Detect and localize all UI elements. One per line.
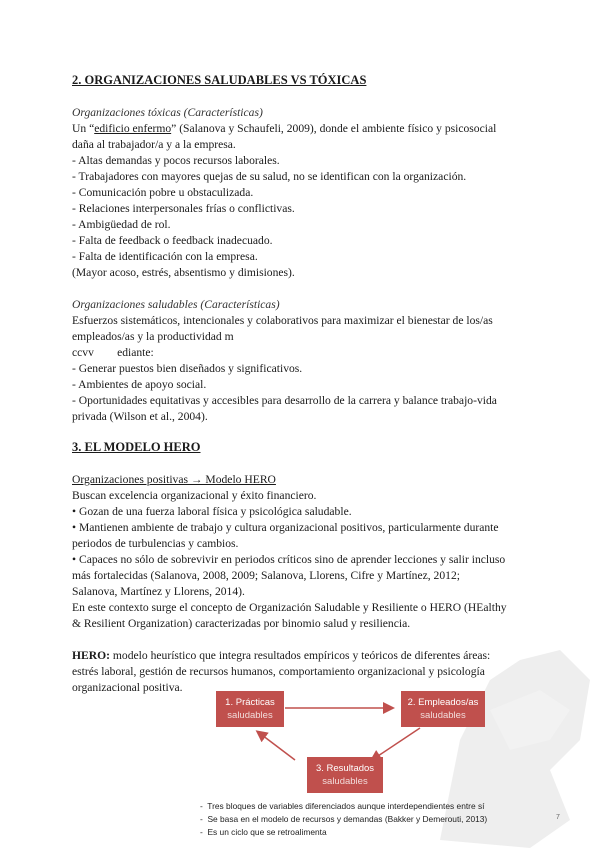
section-3-heading: 3. EL MODELO HERO — [72, 440, 201, 454]
hero-line: Salanova, Martínez y Llorens, 2014). — [72, 585, 245, 598]
hero-line: Buscan excelencia organizacional y éxito financiero. — [72, 489, 317, 502]
healthy-line: - Ambientes de apoyo social. — [72, 378, 207, 391]
toxic-item: - Falta de identificación con la empresa. — [72, 250, 258, 263]
toxic-item: - Trabajadores con mayores quejas de su salud, no se identifican con la organización. — [72, 170, 467, 183]
toxic-item: - Altas demandas y pocos recursos laborales. — [72, 154, 280, 167]
healthy-line: ccvv ediante: — [72, 346, 154, 359]
sick-building-term: edificio enfermo — [94, 122, 172, 135]
diagram-note: - Se basa en el modelo de recursos y demandas (Bakker y Demerouti, 2013) — [200, 814, 488, 824]
hero-line: • Gozan de una fuerza laboral física y psicológica saludable. — [72, 505, 352, 518]
healthy-line: - Oportunidades equitativas y accesibles para desarrollo de la carrera y balance trabajo-vida — [72, 394, 497, 407]
hero-line: • Capaces no sólo de sobrevivir en periodos críticos sino de aprender lecciones y salir incluso — [72, 553, 506, 566]
positive-orgs-title: Organizaciones positivas → Modelo HERO — [72, 473, 276, 486]
diagram-note: - Tres bloques de variables diferenciados aunque interdependientes entre sí — [200, 801, 485, 811]
healthy-line: - Generar puestos bien diseñados y significativos. — [72, 362, 303, 375]
toxic-item: - Relaciones interpersonales frías o conflictivas. — [72, 202, 295, 215]
healthy-title: Organizaciones saludables (Características) — [72, 298, 280, 311]
arrow-employees-to-results — [372, 728, 420, 760]
hero-definition-line3: organizacional positiva. — [72, 681, 183, 694]
healthy-line: Esfuerzos sistemáticos, intencionales y colaborativos para maximizar el bienestar de los/as — [72, 314, 493, 327]
hero-line: • Mantienen ambiente de trabajo y cultura organizacional positivos, particularmente durante — [72, 521, 499, 534]
hero-line: periodos de turbulencias y cambios. — [72, 537, 239, 550]
toxic-intro-line2: daña al trabajador/a y a la empresa. — [72, 138, 236, 151]
hero-line: En este contexto surge el concepto de Organización Saludable y Resiliente o HERO (HEalthy — [72, 601, 507, 614]
toxic-title: Organizaciones tóxicas (Características) — [72, 106, 263, 119]
hero-definition: HERO: modelo heurístico que integra resultados empíricos y teóricos de diferentes áreas: — [72, 649, 491, 662]
box-healthy-employees: 2. Empleados/as saludables — [401, 691, 485, 727]
healthy-line: empleados/as y la productividad m — [72, 330, 234, 343]
box-healthy-results: 3. Resultados saludables — [307, 757, 383, 793]
page-number: 7 — [556, 814, 560, 821]
arrow-results-to-practices — [258, 732, 295, 760]
toxic-item: - Ambigüedad de rol. — [72, 218, 171, 231]
toxic-intro: Un “edificio enfermo” (Salanova y Schaufeli, 2009), donde el ambiente físico y psicosocial — [72, 122, 497, 135]
hero-line: más fortalecidas (Salanova, 2008, 2009; Salanova, Llorens, Cifre y Martínez, 2012; — [72, 569, 460, 582]
diagram-note: - Es un ciclo que se retroalimenta — [200, 827, 327, 837]
section-2-heading: 2. ORGANIZACIONES SALUDABLES VS TÓXICAS — [72, 73, 367, 87]
hero-line: & Resilient Organization) caracterizadas por binomio salud y resiliencia. — [72, 617, 411, 630]
toxic-item: - Comunicación pobre u obstaculizada. — [72, 186, 254, 199]
healthy-line: privada (Wilson et al., 2004). — [72, 410, 208, 423]
toxic-item: (Mayor acoso, estrés, absentismo y dimisiones). — [72, 266, 295, 279]
toxic-item: - Falta de feedback o feedback inadecuado. — [72, 234, 273, 247]
hero-definition-line2: estrés laboral, gestión de recursos humanos, comportamiento organizacional y psicología — [72, 665, 485, 678]
box-healthy-practices: 1. Prácticas saludables — [216, 691, 284, 727]
